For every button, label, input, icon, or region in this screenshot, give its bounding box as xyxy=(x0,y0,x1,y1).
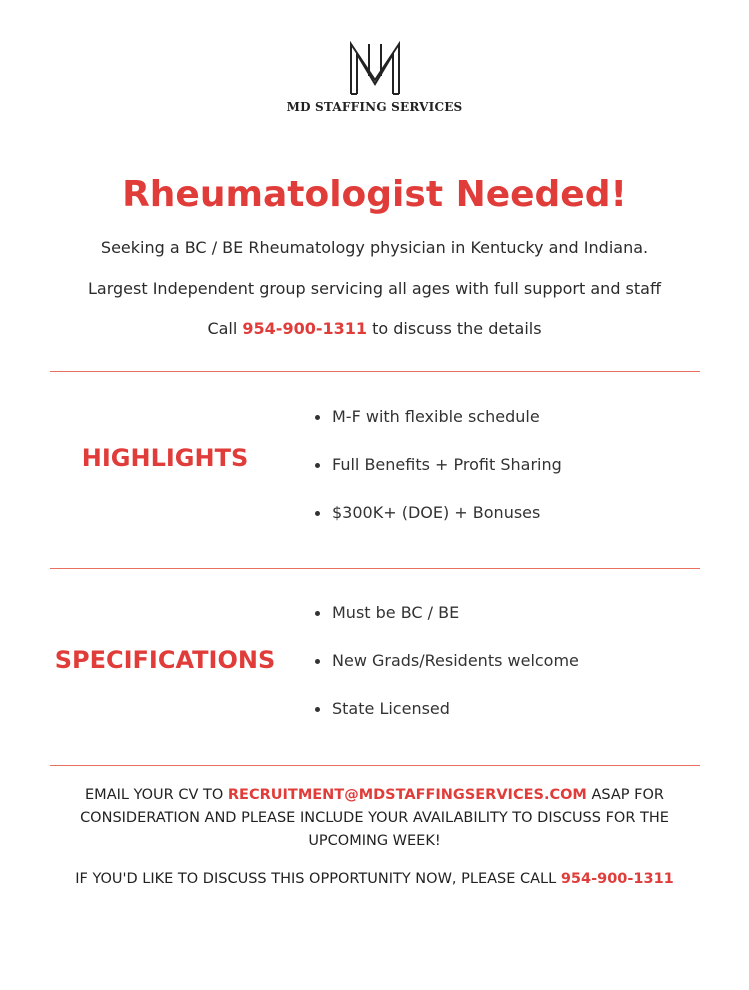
brand-logo xyxy=(0,40,749,114)
call-instructions xyxy=(40,868,709,891)
footer-phone-link[interactable]: 954-900-1311 xyxy=(560,871,674,887)
specifications-title: SPECIFICATIONS xyxy=(54,646,276,674)
divider xyxy=(50,371,700,372)
footer xyxy=(40,784,709,891)
email-link[interactable]: RECRUITMENT@MDSTAFFINGSERVICES.COM xyxy=(227,787,587,803)
intro-line-1: Seeking a BC / BE Rheumatology physician in Kentucky and Indiana. xyxy=(100,238,649,257)
highlights-list xyxy=(314,406,562,550)
page-title: Rheumatologist Needed! xyxy=(122,174,627,215)
intro-call-line xyxy=(0,318,749,340)
list-item: $300K+ (DOE) + Bonuses xyxy=(314,502,562,550)
divider xyxy=(50,765,700,766)
call-prefix: Call xyxy=(207,319,238,338)
highlights-title: HIGHLIGHTS xyxy=(81,444,249,472)
specifications-list xyxy=(314,602,579,746)
email-instructions xyxy=(40,784,709,853)
list-item: Full Benefits + Profit Sharing xyxy=(314,454,562,502)
call-footer-prefix: IF YOU'D LIKE TO DISCUSS THIS OPPORTUNITY NOW, PLEASE CALL xyxy=(75,871,557,887)
list-item: New Grads/Residents welcome xyxy=(314,650,579,698)
email-suffix: ASAP FOR CONSIDERATION AND PLEASE INCLUDE YOUR AVAILABILITY TO DISCUSS FOR THE UPCOMING WEEK! xyxy=(80,787,669,849)
brand-name: MD STAFFING SERVICES xyxy=(286,100,463,114)
phone-link[interactable]: 954-900-1311 xyxy=(242,319,368,338)
divider xyxy=(50,568,700,569)
intro-line-2: Largest Independent group servicing all ages with full support and staff xyxy=(88,279,661,298)
list-item: Must be BC / BE xyxy=(314,602,579,650)
list-item: M-F with flexible schedule xyxy=(314,406,562,454)
md-monogram-icon xyxy=(347,40,403,96)
email-prefix: EMAIL YOUR CV TO xyxy=(85,787,224,803)
call-suffix: to discuss the details xyxy=(372,319,542,338)
list-item: State Licensed xyxy=(314,698,579,746)
